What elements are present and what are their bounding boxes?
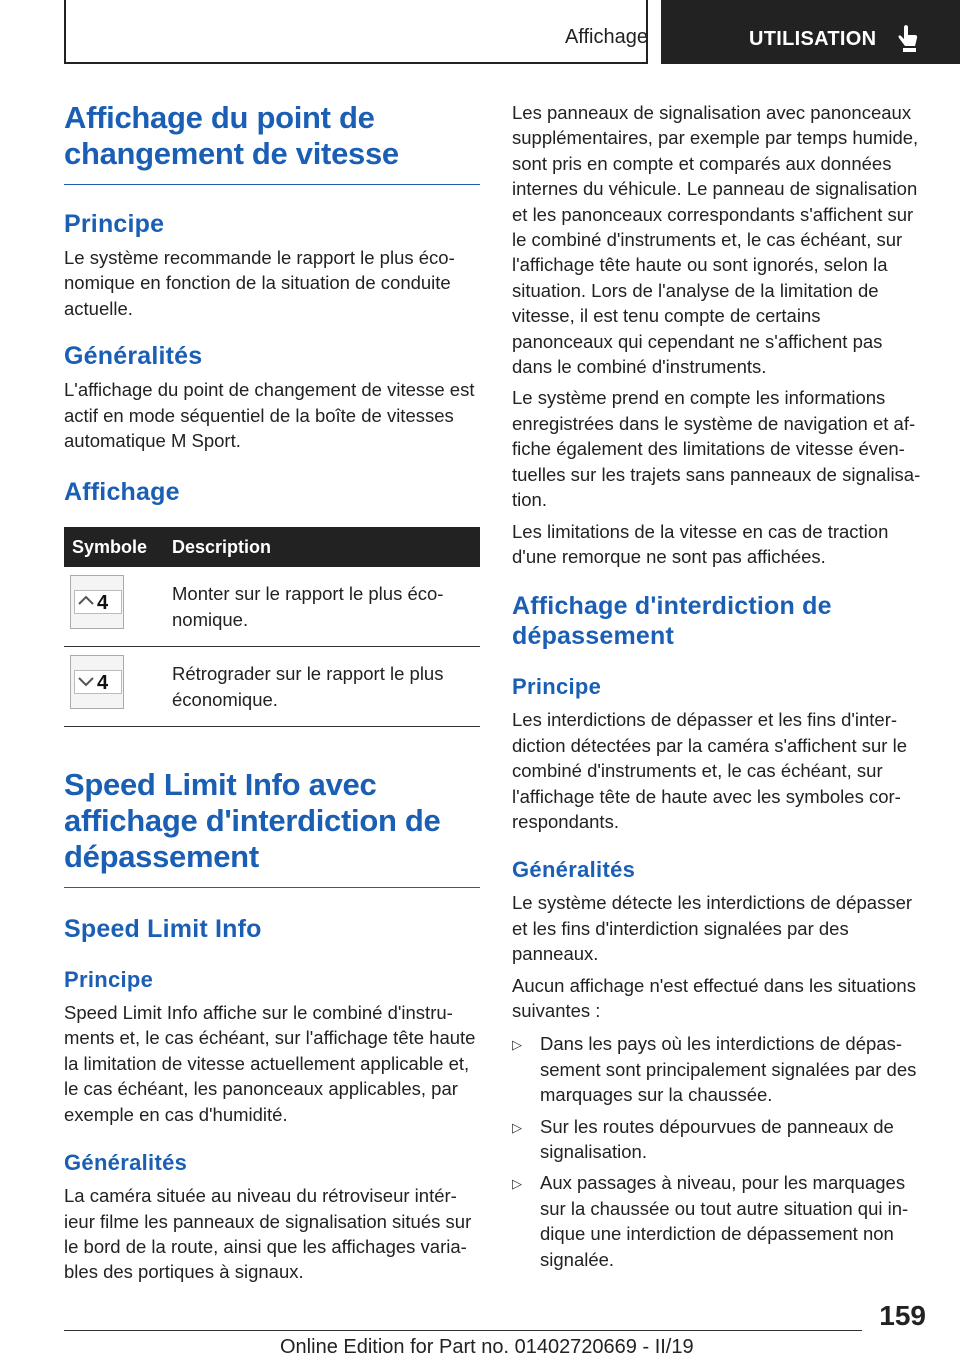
- table-cell-symbol: [64, 567, 164, 646]
- header-left-frame: [64, 0, 648, 64]
- heading-speed-limit-info: Speed Limit Info: [64, 915, 262, 944]
- right-column: [512, 100, 926, 1278]
- svg-text:4: 4: [97, 592, 109, 612]
- footer-divider: [64, 1330, 862, 1331]
- hand-pointer-icon: [895, 25, 921, 53]
- panonceaux-paragraph: Les panneaux de signalisation avec panonceaux supplémentaires, par exemple par temps humide, sont pris en compte et comparés aux données internes du véhicule. Le panneau de signalisation et les panonceaux correspondants s'affichent sur le combiné d'instruments et, le cas échéant, sur l'affichage tête haute ou sont ignorés, selon la situation. Lors de l'analyse de la limitation de vitesse, il est tenu compte de certains panonceaux qui cependant ne s'affichent pas dans le combiné d'instruments.: [512, 102, 919, 378]
- list-item: ▷ Aux passages à niveau, pour les marquages sur la chaussée ou tout autre situation qui indique une interdiction de dépassement non signalée.: [512, 1172, 909, 1270]
- heading-sli-principe: Principe: [64, 967, 154, 993]
- heading-affichage: Affichage: [64, 478, 180, 507]
- downshift-4-icon: [70, 655, 124, 709]
- heading-interdiction-depassement: Affichage d'interdiction de dépassement: [512, 592, 832, 651]
- table-row: [64, 567, 480, 646]
- aid-aucun-text: Aucun affichage n'est effectué dans les situations suivantes :: [512, 974, 916, 1021]
- heading-principe: Principe: [64, 210, 165, 238]
- symbol-table: [64, 527, 480, 727]
- upshift-4-icon: [70, 575, 124, 629]
- page-number: 159: [879, 1300, 926, 1331]
- section-title-shift-point: Affichage du point de changement de vitesse: [64, 100, 480, 185]
- table-row: [64, 647, 480, 727]
- footer-edition: Online Edition for Part no. 01402720669 - II/19: [280, 1336, 694, 1358]
- table-cell-description: Monter sur le rapport le plus économique.: [164, 567, 480, 646]
- situations-list: [512, 1031, 926, 1272]
- aid-principe-text: Les interdictions de dépasser et les fins d'interdiction détectées par la caméra s'affichent sur le combiné d'instruments et, le cas échéant, sur l'affichage tête de haute avec les symboles correspondants.: [512, 709, 907, 832]
- heading-aid-generalites: Généralités: [512, 857, 636, 883]
- list-item: ▷ Sur les routes dépourvues de panneaux de signalisation.: [512, 1115, 894, 1162]
- table-header-description: Description: [164, 527, 480, 567]
- heading-aid-principe: Principe: [512, 674, 602, 700]
- remorque-paragraph: Les limitations de la vitesse en cas de traction d'une remorque ne sont pas affichées.: [512, 520, 889, 567]
- svg-text:4: 4: [97, 672, 109, 692]
- list-item: ▷ Dans les pays où les interdictions de dépassement sont principalement signalées par des marquages sur la chaussée.: [512, 1033, 917, 1106]
- principe-text: Le système recommande le rapport le plus économique en fonction de la situation de conduite actuelle.: [64, 247, 455, 319]
- table-header-row: [64, 527, 480, 567]
- sli-principe-text: Speed Limit Info affiche sur le combiné d'instruments et, le cas échéant, sur l'affichage tête haute la limitation de vitesse actuellement applicable et, le cas échéant, les panonceaux applicables, par exemple en cas d'humidité.: [64, 1002, 476, 1125]
- left-column: [64, 100, 480, 1285]
- header-section-title: Affichage: [564, 26, 648, 48]
- section-title-speed-limit: Speed Limit Info avec affichage d'interdiction de dépassement: [64, 767, 480, 888]
- triangle-bullet-icon: ▷: [512, 1176, 522, 1192]
- triangle-bullet-icon: ▷: [512, 1037, 522, 1053]
- table-cell-description: Rétrograder sur le rapport le plus économique.: [164, 647, 480, 727]
- sli-generalites-text: La caméra située au niveau du rétroviseur intérieur filme les panneaux de signalisation situés sur le bord de la route, ainsi que les affichages variables des portiques à signaux.: [64, 1185, 472, 1283]
- header-chapter-tab[interactable]: [661, 0, 960, 64]
- heading-generalites: Généralités: [64, 342, 203, 371]
- navigation-paragraph: Le système prend en compte les informations enregistrées dans le système de navigation et affiche également des limitations de vitesse éventuelles sur les trajets sans panneaux de signalisation.: [512, 387, 921, 511]
- header-chapter-label: UTILISATION: [749, 28, 877, 50]
- table-header-symbole: Symbole: [64, 527, 164, 567]
- generalites-text: L'affichage du point de changement de vitesse est actif en mode séquentiel de la boîte de vitesses automatique M Sport.: [64, 379, 475, 452]
- triangle-bullet-icon: ▷: [512, 1119, 522, 1135]
- aid-generalites-text: Le système détecte les interdictions de dépasser et les fins d'interdiction signalées par des panneaux.: [512, 892, 913, 965]
- table-cell-symbol: [64, 647, 164, 727]
- heading-sli-generalites: Généralités: [64, 1150, 188, 1176]
